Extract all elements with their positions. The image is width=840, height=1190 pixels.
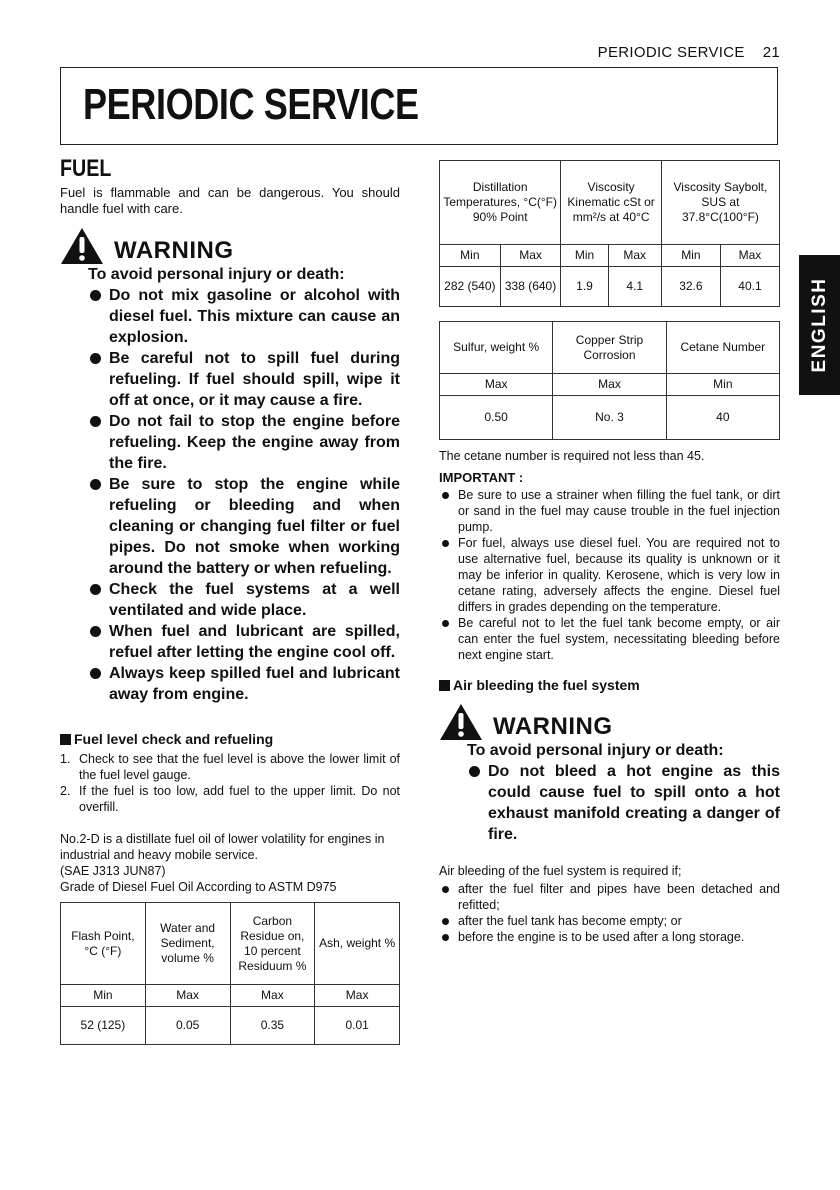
warning-list-item: [88, 621, 400, 663]
title-box: [60, 67, 778, 145]
warning-item-text: Be careful not to spill fuel during refueling. If fuel should spill, wipe it off at once, or it may cause a fire.: [109, 350, 400, 409]
important-item-text: Be sure to use a strainer when filling the fuel tank, or dirt or sand in the fuel may cause trouble in the fuel injection pump.: [458, 488, 780, 534]
bullet-icon: [442, 540, 449, 547]
important-item: [439, 615, 780, 663]
air-bleeding-item-text: before the engine is to be used after a long storage.: [458, 930, 745, 944]
bullet-icon: [90, 584, 101, 595]
table-header-cell: Flash Point, °C (°F): [61, 903, 146, 985]
step-item: [60, 751, 400, 783]
table-header-cell: Distillation Temperatures, °C(°F) 90% Point: [440, 161, 561, 245]
table-limit-cell: Min: [440, 245, 501, 267]
bullet-icon: [442, 886, 449, 893]
air-bleeding-lead: Air bleeding of the fuel system is required if;: [439, 864, 682, 878]
air-bleeding-item: [439, 881, 780, 913]
table-limit-cell: Min: [661, 245, 720, 267]
square-bullet-icon: [439, 680, 450, 691]
fuel-heading: FUEL: [60, 155, 112, 182]
bullet-icon: [442, 492, 449, 499]
page-title: PERIODIC SERVICE: [83, 80, 419, 129]
level-check-heading: [60, 731, 400, 747]
table-limit-cell: Min: [61, 985, 146, 1007]
warning-triangle-icon: [439, 703, 483, 741]
step-text: Check to see that the fuel level is above the lower limit of the fuel level gauge.: [79, 752, 400, 782]
bullet-icon: [442, 934, 449, 941]
table-value-row: [440, 396, 780, 440]
air-bleeding-item-text: after the fuel tank has become empty; or: [458, 914, 682, 928]
bullet-icon: [90, 416, 101, 427]
table-value-cell: 1.9: [561, 267, 608, 307]
fuel-grade-standard: (SAE J313 JUN87): [60, 864, 166, 878]
table-limit-row: [440, 374, 780, 396]
table-header-cell: Water and Sediment, volume %: [145, 903, 230, 985]
warning-item-text: Do not fail to stop the engine before refueling. Keep the engine away from the fire.: [109, 413, 400, 472]
table-value-cell: 282 (540): [440, 267, 501, 307]
important-label: IMPORTANT :: [439, 470, 524, 485]
table-value-cell: 338 (640): [500, 267, 561, 307]
table-value-cell: No. 3: [553, 396, 666, 440]
level-check-steps: [60, 751, 400, 815]
important-list: [439, 487, 780, 663]
important-item: [439, 535, 780, 615]
table-limit-cell: Max: [608, 245, 661, 267]
left-column: [60, 155, 400, 1045]
running-header-section: PERIODIC SERVICE: [597, 44, 745, 61]
table-limit-cell: Max: [500, 245, 561, 267]
table-value-cell: 40.1: [720, 267, 779, 307]
air-bleeding-item: [439, 913, 780, 929]
warning-item-text: Always keep spilled fuel and lubricant away from engine.: [109, 665, 400, 703]
table-limit-cell: Min: [561, 245, 608, 267]
step-number: 1.: [60, 752, 71, 766]
running-header: [598, 44, 780, 61]
square-bullet-icon: [60, 734, 71, 745]
air-bleeding-heading: [439, 677, 780, 693]
bullet-icon: [442, 918, 449, 925]
bullet-icon: [90, 290, 101, 301]
warning-item-text: Be sure to stop the engine while refueling or bleeding and when cleaning or changing fuel filter or fuel pipes. Do not smoke when working around the battery or when refueling.: [109, 476, 400, 577]
table-header-cell: Viscosity Kinematic cSt or mm²/s at 40°C: [561, 161, 661, 245]
table-header-row: [440, 322, 780, 374]
fuel-intro: Fuel is flammable and can be dangerous. You should handle fuel with care.: [60, 185, 400, 216]
cetane-note: The cetane number is required not less than 45.: [439, 449, 705, 463]
fuel-warning-list: [60, 285, 400, 705]
table-header-row: [440, 161, 780, 245]
table-header-cell: Cetane Number: [666, 322, 779, 374]
table-header-cell: Carbon Residue on, 10 percent Residuum %: [230, 903, 315, 985]
table-limit-row: [61, 985, 400, 1007]
air-bleeding-heading-text: Air bleeding the fuel system: [453, 677, 640, 693]
step-text: If the fuel is too low, add fuel to the upper limit. Do not overfill.: [79, 784, 400, 814]
warning-list-item: [88, 474, 400, 579]
air-bleeding-item-text: after the fuel filter and pipes have been detached and refitted;: [458, 882, 780, 912]
important-item-text: For fuel, always use diesel fuel. You are required not to use alternative fuel, because its quality is unknown or it may be inferior in quality. Kerosene, which is very low in cetane rating, adversely affects the engine. Diesel fuel differs in grades depending on the temperature.: [458, 536, 780, 614]
warning-intro: To avoid personal injury or death:: [467, 742, 724, 759]
table-value-cell: 0.35: [230, 1007, 315, 1045]
fuel-warning-header: [60, 227, 400, 265]
table-header-cell: Viscosity Saybolt, SUS at 37.8°C(100°F): [661, 161, 779, 245]
table-value-cell: 32.6: [661, 267, 720, 307]
table-header-cell: Ash, weight %: [315, 903, 400, 985]
warning-word: WARNING: [493, 713, 613, 740]
language-tab: [799, 255, 840, 395]
table-value-cell: 0.05: [145, 1007, 230, 1045]
bullet-icon: [90, 353, 101, 364]
right-column: [439, 160, 780, 945]
warning-triangle-icon: [60, 227, 104, 265]
table-value-row: [440, 267, 780, 307]
warning-item-text: When fuel and lubricant are spilled, refuel after letting the engine cool off.: [109, 623, 400, 661]
page-number: 21: [762, 44, 780, 61]
air-bleeding-warning-block: [439, 703, 780, 845]
warning-item-text: Do not mix gasoline or alcohol with diesel fuel. This mixture can cause an explosion.: [109, 287, 400, 346]
table-header-cell: Sulfur, weight %: [440, 322, 553, 374]
table-limit-cell: Max: [553, 374, 666, 396]
table-limit-cell: Max: [440, 374, 553, 396]
bullet-icon: [442, 620, 449, 627]
important-item-text: Be careful not to let the fuel tank become empty, or air can enter the fuel system, necessitating bleeding before next engine start.: [458, 616, 780, 662]
table-value-cell: 52 (125): [61, 1007, 146, 1045]
bullet-icon: [90, 626, 101, 637]
warning-item-text: Do not bleed a hot engine as this could cause fuel to spill onto a hot exhaust manifold creating a danger of fire.: [488, 763, 780, 843]
bullet-icon: [469, 766, 480, 777]
warning-item-text: Check the fuel systems at a well ventilated and wide place.: [109, 581, 400, 619]
table-value-row: [61, 1007, 400, 1045]
fuel-grade-note: No.2-D is a distillate fuel oil of lower volatility for engines in industrial and heavy mobile service.: [60, 832, 385, 862]
table-limit-cell: Max: [230, 985, 315, 1007]
air-warning-list: [439, 761, 780, 845]
air-warning-header: [439, 703, 780, 741]
table-value-cell: 4.1: [608, 267, 661, 307]
table-value-cell: 40: [666, 396, 779, 440]
fuel-spec-table-2: [439, 160, 780, 307]
air-bleeding-item: [439, 929, 780, 945]
bullet-icon: [90, 668, 101, 679]
warning-list-item: [467, 761, 780, 845]
air-bleeding-list: [439, 881, 780, 945]
language-tab-label: ENGLISH: [808, 277, 830, 373]
step-number: 2.: [60, 784, 71, 798]
table-limit-row: [440, 245, 780, 267]
warning-list-item: [88, 579, 400, 621]
table-value-cell: 0.50: [440, 396, 553, 440]
warning-list-item: [88, 285, 400, 348]
table-limit-cell: Max: [315, 985, 400, 1007]
important-item: [439, 487, 780, 535]
warning-list-item: [88, 348, 400, 411]
bullet-icon: [90, 479, 101, 490]
warning-list-item: [88, 411, 400, 474]
level-check-heading-text: Fuel level check and refueling: [74, 731, 274, 747]
fuel-grade-caption: Grade of Diesel Fuel Oil According to ASTM D975: [60, 880, 337, 894]
fuel-spec-table-3: [439, 321, 780, 440]
warning-intro: To avoid personal injury or death:: [88, 266, 345, 283]
table-limit-cell: Max: [720, 245, 779, 267]
table-header-cell: Copper Strip Corrosion: [553, 322, 666, 374]
warning-list-item: [88, 663, 400, 705]
step-item: [60, 783, 400, 815]
table-limit-cell: Min: [666, 374, 779, 396]
fuel-spec-table-1: [60, 902, 400, 1045]
table-limit-cell: Max: [145, 985, 230, 1007]
warning-word: WARNING: [114, 237, 234, 264]
table-header-row: [61, 903, 400, 985]
fuel-warning-block: [60, 227, 400, 705]
table-value-cell: 0.01: [315, 1007, 400, 1045]
